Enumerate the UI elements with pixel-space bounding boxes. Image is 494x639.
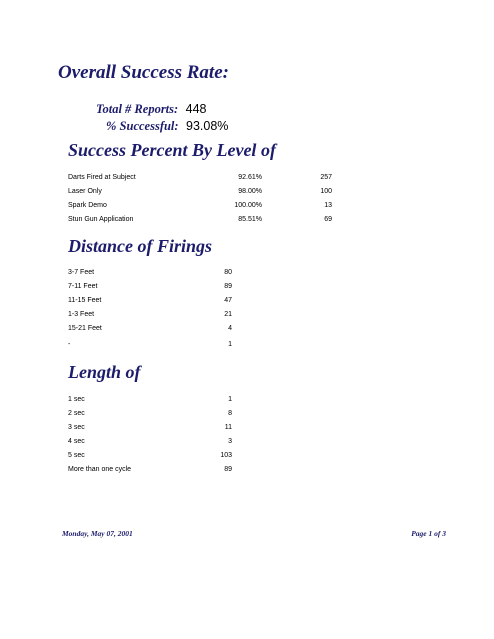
row-label: Spark Demo bbox=[68, 202, 107, 209]
row-label: 4 sec bbox=[68, 438, 85, 445]
row-label: 7-11 Feet bbox=[68, 283, 98, 290]
row-count: 89 bbox=[224, 466, 232, 473]
total-reports-label: Total # Reports: bbox=[96, 102, 179, 116]
row-count: 257 bbox=[320, 174, 332, 181]
row-count: 21 bbox=[224, 311, 232, 318]
row-label: More than one cycle bbox=[68, 466, 132, 473]
row-percent: 98.00% bbox=[238, 188, 262, 195]
row-percent: 100.00% bbox=[234, 202, 262, 209]
row-count: 13 bbox=[324, 202, 332, 209]
row-count: 4 bbox=[228, 325, 232, 332]
row-label: 1-3 Feet bbox=[68, 311, 95, 318]
row-percent: 92.61% bbox=[238, 174, 262, 181]
total-reports-row bbox=[96, 100, 207, 118]
row-label: Laser Only bbox=[68, 188, 102, 195]
row-count: 89 bbox=[224, 283, 232, 290]
row-count: 69 bbox=[324, 216, 332, 223]
row-count: 11 bbox=[224, 424, 232, 431]
row-label: 11-15 Feet bbox=[68, 297, 102, 304]
row-count: 103 bbox=[220, 452, 232, 459]
row-count: 100 bbox=[320, 188, 332, 195]
row-label: 3-7 Feet bbox=[68, 269, 95, 276]
row-label: 2 sec bbox=[68, 410, 85, 417]
row-label: 5 sec bbox=[68, 452, 85, 459]
total-reports-value: 448 bbox=[185, 102, 207, 116]
row-label: 1 sec bbox=[68, 396, 85, 403]
row-count: 8 bbox=[228, 410, 232, 417]
row-label: Darts Fired at Subject bbox=[68, 174, 136, 181]
row-count: 47 bbox=[224, 297, 232, 304]
row-percent: 85.51% bbox=[238, 216, 262, 223]
row-label: 15-21 Feet bbox=[68, 325, 102, 332]
row-label: - bbox=[68, 341, 71, 348]
row-count: 1 bbox=[228, 396, 232, 403]
percent-successful-label: % Successful: bbox=[106, 119, 179, 133]
percent-successful-row bbox=[106, 117, 228, 135]
level-section-title: Success Percent By Level of bbox=[68, 140, 276, 160]
length-section-title: Length of bbox=[68, 362, 141, 382]
report-title: Overall Success Rate: bbox=[58, 62, 229, 83]
distance-section-title: Distance of Firings bbox=[68, 236, 213, 256]
row-label: Stun Gun Application bbox=[68, 216, 134, 223]
row-count: 3 bbox=[228, 438, 232, 445]
footer-date: Monday, May 07, 2001 bbox=[62, 529, 133, 538]
percent-successful-value: 93.08% bbox=[186, 119, 229, 133]
row-count: 1 bbox=[228, 341, 232, 348]
footer-page-number: Page 1 of 3 bbox=[411, 529, 446, 538]
row-label: 3 sec bbox=[68, 424, 85, 431]
row-count: 80 bbox=[224, 269, 232, 276]
